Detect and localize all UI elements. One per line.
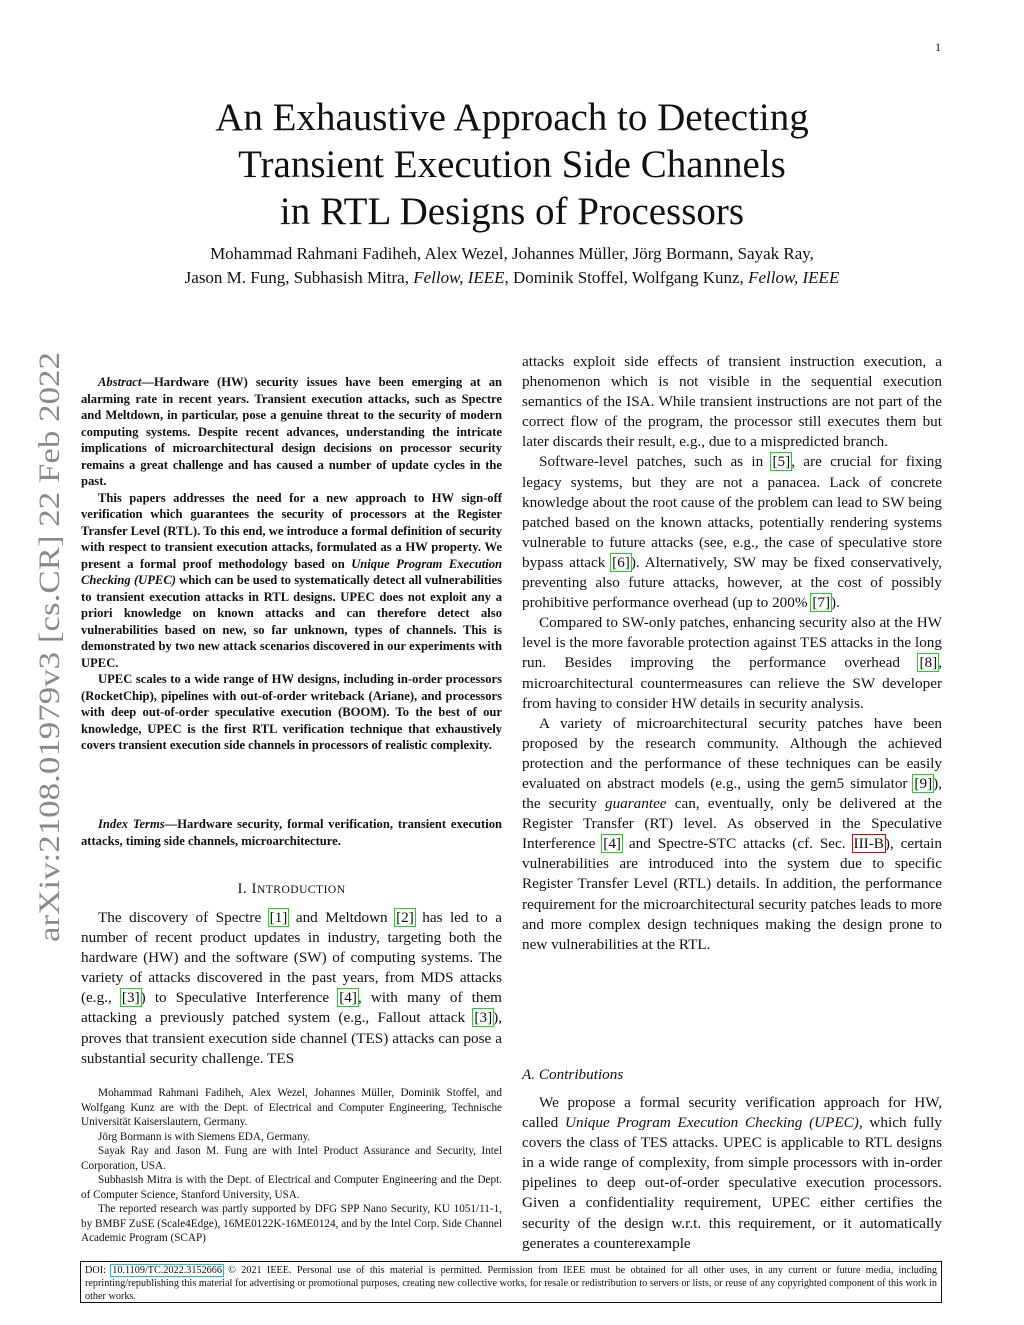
title-line-3: in RTL Designs of Processors bbox=[279, 190, 745, 233]
body-text: , are crucial for fixing legacy systems, but they are not a panacea. Lack of concrete knowledge about the root cause of the problem can lead to SW being patched based on the known attacks, potentially rendering systems vulnerable to future attacks (see, e.g., the case of speculative store bypass attack bbox=[522, 453, 942, 571]
section-reference-link[interactable]: III-B bbox=[853, 835, 884, 853]
index-terms bbox=[81, 816, 502, 849]
citation-link[interactable]: [9] bbox=[914, 774, 933, 792]
section-initial: I bbox=[251, 881, 257, 897]
arxiv-stamp[interactable] bbox=[15, 350, 70, 950]
citation-link[interactable]: [4] bbox=[339, 989, 357, 1007]
introduction-text bbox=[81, 908, 502, 1069]
title-line-2: Transient Execution Side Channels bbox=[238, 143, 786, 186]
arxiv-stamp-text: arXiv:2108.01979v3 [cs.CR] 22 Feb 2022 bbox=[33, 435, 66, 942]
author-list bbox=[80, 242, 944, 290]
abstract-paragraph: UPEC scales to a wide range of HW designs, including in-order processors (RocketChip), pipelines with out-of-order writeback (Ariane), and processors with deep out-of-order speculative execution (BOOM). To the best of our knowledge, UPEC is the first RTL verification technique that exhaustively covers transient execution side channels in processors of realistic complexity. bbox=[81, 672, 502, 752]
body-text: Compared to SW-only patches, enhancing security also at the HW level is the more favorable protection against TES attacks in the long run. Besides improving the performance overhead bbox=[522, 614, 942, 672]
section-title-rest: NTRODUCTION bbox=[256, 884, 346, 896]
citation-link[interactable]: [1] bbox=[269, 909, 288, 926]
body-paragraph bbox=[522, 613, 942, 713]
emphasis: Unique Program Execution Checking (UPEC) bbox=[565, 1114, 859, 1132]
citation-link[interactable]: [8] bbox=[919, 654, 938, 672]
fellow-title: Fellow, IEEE bbox=[413, 268, 505, 287]
abstract-paragraph bbox=[81, 374, 502, 490]
copyright-notice-box bbox=[80, 1261, 942, 1303]
doi-link[interactable]: 10.1109/TC.2022.3152666 bbox=[112, 1265, 222, 1276]
body-text: , microarchitectural countermeasures can relieve the SW developer from having to consider HW details in security analysis. bbox=[522, 654, 942, 712]
emphasis: guarantee bbox=[604, 795, 667, 813]
body-text: and Spectre-STC attacks (cf. Sec. bbox=[622, 835, 853, 853]
footnote: Sayak Ray and Jason M. Fung are with Intel Product Assurance and Security, Intel Corporation, USA. bbox=[81, 1145, 502, 1172]
footnote: The reported research was partly supported by DFG SPP Nano Security, KU 1051/11-1, by BMBF ZuSE (Scale4Edge), 16ME0122K-16ME0124, and by the Intel Corp. Side Channel Academic Program (SCAP) bbox=[81, 1203, 502, 1244]
index-terms-label: Index Terms bbox=[98, 817, 165, 831]
body-text: ). Alternatively, SW may be fixed conservatively, preventing also future attacks, however, at the cost of possibly prohibitive performance overhead (up to 200% bbox=[522, 553, 942, 612]
intro-paragraph bbox=[81, 908, 502, 1069]
authors-text: Jason M. Fung, Subhasish Mitra, bbox=[184, 268, 414, 287]
citation-link[interactable]: [7] bbox=[812, 594, 831, 612]
body-paragraph bbox=[522, 452, 942, 613]
body-text: and Meltdown bbox=[288, 909, 396, 926]
body-text: , with many of them attacking a previously patched system (e.g., Fallout attack bbox=[81, 989, 502, 1027]
body-text: ), the security bbox=[522, 774, 942, 813]
authors-line-1: Mohammad Rahmani Fadiheh, Alex Wezel, Johannes Müller, Jörg Bormann, Sayak Ray, bbox=[210, 244, 814, 263]
abstract bbox=[81, 374, 502, 754]
title-line-1: An Exhaustive Approach to Detecting bbox=[215, 96, 809, 139]
paper-title bbox=[120, 94, 904, 235]
body-text: The discovery of Spectre bbox=[98, 909, 269, 926]
authors-text: , Dominik Stoffel, Wolfgang Kunz, bbox=[504, 268, 749, 287]
citation-link[interactable]: [5] bbox=[772, 453, 791, 471]
abstract-text: This papers addresses the need for a new approach to HW sign-off verification which guarantees the security of processors at the Register Transfer Level (RTL). To this end, we introduce a formal definition of security with respect to transient execution attacks, formulated as a HW property. We present a formal proof methodology based on bbox=[81, 490, 502, 571]
body-text: Software-level patches, such as in bbox=[539, 453, 772, 471]
citation-link[interactable]: [4] bbox=[603, 835, 621, 853]
body-text: can, eventually, only be delivered at the Register Transfer (RT) level. As observed in the Speculative Interference bbox=[522, 795, 942, 853]
right-column-text bbox=[522, 352, 942, 955]
footnote: Jörg Bormann is with Siemens EDA, Germany. bbox=[98, 1130, 311, 1143]
copyright-text: © 2021 IEEE. Personal use of this material is permitted. Permission from IEEE must be obtained for all other uses, in any current or future media, including reprinting/republishing this material for advertising or promotional purposes, creating new collective works, for resale or redistribution to servers or lists, or reuse of any copyrighted component of this work in other works. bbox=[85, 1265, 938, 1302]
body-text: We propose a formal security verification approach for HW, called bbox=[522, 1094, 942, 1132]
body-text: ), certain vulnerabilities are introduced into the system due to specific Register Transfer Level (RTL) details. In addition, the performance requirement for the microarchitectural security patches leads to more and more complex design techniques making the design prone to new vulnerabilities at the RTL. bbox=[522, 835, 942, 953]
contributions-text bbox=[522, 1093, 942, 1254]
body-text: has led to a number of recent product updates in industry, targeting both the hardware (HW) and the software (SW) of computing systems. The variety of attacks discovered in the past years, from MDS attacks (e.g., bbox=[81, 909, 502, 1007]
abstract-emphasis: Unique Program Execution Checking (UPEC) bbox=[81, 556, 502, 587]
page-number: 1 bbox=[935, 40, 941, 54]
body-text: , which fully covers the class of TES attacks. UPEC is applicable to RTL designs in a wide range of complexity, from simple processors with in-order pipelines to deep out-of-order speculative execution processors. Given a confidentiality requirement, UPEC either certifies the security of the design w.r.t. this requirement, or it automatically generates a counterexample bbox=[522, 1114, 942, 1252]
doi-label: DOI: bbox=[85, 1265, 112, 1276]
body-text: ). bbox=[831, 594, 840, 612]
citation-link[interactable]: [3] bbox=[474, 1009, 493, 1027]
abstract-text: which can be used to systematically detect all vulnerabilities to transient execution attacks in RTL designs. UPEC does not exploit any a priori knowledge on known attacks and can therefore detect also vulnerabilities based on new, so far unknown, types of channels. This is demonstrated by two new attack scenarios discovered in our experiments with UPEC. bbox=[81, 573, 502, 670]
citation-link[interactable]: [3] bbox=[121, 989, 140, 1007]
citation-link[interactable]: [6] bbox=[612, 553, 630, 571]
body-paragraph bbox=[522, 1093, 942, 1254]
subsection-heading-contributions: A. Contributions bbox=[522, 1066, 624, 1083]
body-text: ) to Speculative Interference bbox=[140, 989, 339, 1007]
body-paragraph bbox=[522, 714, 942, 955]
authors-line-2 bbox=[80, 266, 944, 290]
citation-link[interactable]: [2] bbox=[396, 909, 414, 926]
body-text: ), proves that transient execution side channel (TES) attacks can pose a substantial security challenge. TES bbox=[81, 1009, 502, 1067]
abstract-text: —Hardware (HW) security issues have been emerging at an alarming rate in recent years. Transient execution attacks, such as Spectre and Meltdown, in particular, pose a genuine threat to the security of modern computing systems. Despite recent advances, understanding the intricate implications of microarchitectural design decisions on processor security remains a great challenge and has caused a number of update cycles in the past. bbox=[81, 375, 502, 488]
footnote: Subhasish Mitra is with the Dept. of Electrical and Computer Engineering and the Dept. of Computer Science, Stanford University, USA. bbox=[81, 1174, 502, 1201]
fellow-title: Fellow, IEEE bbox=[748, 268, 840, 287]
footnotes bbox=[81, 1086, 502, 1246]
footnote: Mohammad Rahmani Fadiheh, Alex Wezel, Johannes Müller, Dominik Stoffel, and Wolfgang Kunz are with the Dept. of Electrical and Computer Engineering, Technische Universität Kaiserslautern, Germany. bbox=[81, 1087, 502, 1128]
body-paragraph: attacks exploit side effects of transient instruction execution, a phenomenon which is not visible in the sequential execution semantics of the ISA. While transient instructions are not part of the correct flow of the program, the processor still executes them but later discards their result, e.g., due to a mispredicted branch. bbox=[522, 353, 942, 451]
abstract-paragraph bbox=[81, 490, 502, 672]
abstract-label: Abstract bbox=[98, 375, 142, 389]
section-heading-introduction bbox=[81, 881, 502, 898]
body-text: A variety of microarchitectural security patches have been proposed by the research community. Although the achieved protection and the performance of these techniques can be easily evaluated on abstract models (e.g., using the gem5 simulator bbox=[522, 714, 942, 792]
index-terms-text: —Hardware security, formal verification, transient execution attacks, timing side channels, microarchitecture. bbox=[81, 817, 502, 848]
section-number: I. bbox=[237, 881, 252, 897]
